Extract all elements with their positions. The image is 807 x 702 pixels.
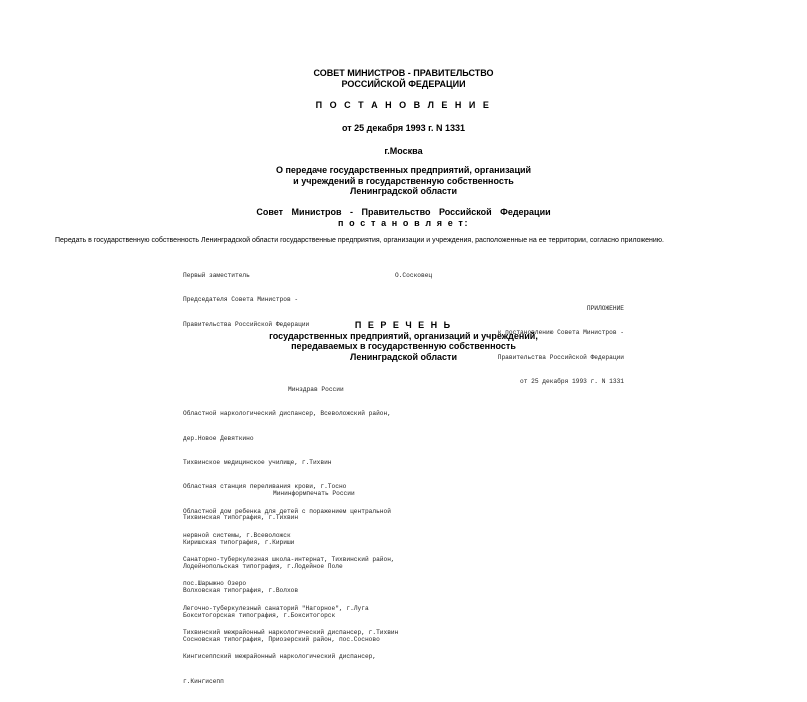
decree-body-text: Передать в государственную собственность Ленинградской области государственные предприятия, организации и учреждения, расположенные на ее территории, согласно приложению. [55,237,664,244]
list-item: Легочно-туберкулезный санаторий "Нагорное", г.Луга [183,604,369,612]
section-heading: Минздрав России [288,386,344,394]
list-item: Тихвинское медицинское училище, г.Тихвин [183,459,332,467]
list-title-line-4: Ленинградской области [350,351,457,362]
list-item: Сосновская типография, Приозерский район, пос.Сосново [183,635,380,643]
list-title [0,320,807,362]
issuer-block [0,68,807,89]
issuer-line-1: СОВЕТ МИНИСТРОВ - ПРАВИТЕЛЬСТВО [313,68,494,78]
resolution-clause [0,207,807,228]
appendix-ref-line-4: от 25 декабря 1993 г. N 1331 [520,378,624,386]
doc-date-number: от 25 декабря 1993 г. N 1331 [341,123,465,133]
appendix-ref-line-3: Правительства Российской Федерации [497,353,624,361]
appendix-ref-line-2: к постановлению Совета Министров - [497,329,624,337]
section-mininformpechat [183,474,380,660]
section-heading: Мининформпечать России [273,490,355,498]
list-title-line-2: государственных предприятий, организаций и учреждений, [269,330,538,341]
list-item: Кингисеппский межрайонный наркологический диспансер, [183,653,377,661]
doc-city: г.Москва [384,146,423,156]
list-item: дер.Новое Девяткино [183,434,254,442]
list-item: Санаторно-туберкулезная школа-интернат, Тихвинский район, [183,556,395,564]
list-item: пос.Шарыжно Озеро [183,580,247,588]
signature-line-2: Председателя Совета Министров - [183,296,299,304]
resolution-line-2: п о с т а н о в л я е т: [337,217,470,228]
list-item: Лодейнопольская типография, г.Лодейное Поле [183,563,343,571]
doc-type: П О С Т А Н О В Л Е Н И Е [315,100,492,110]
doc-title [0,165,807,197]
list-item: Тихвинский межрайонный наркологический диспансер, г.Тихвин [183,629,399,636]
list-item: Областной дом ребенка для детей с поражением центральной [183,507,391,515]
doc-title-line-1: О передаче государственных предприятий, организаций [275,165,532,175]
list-item: Областная станция переливания крови, г.Тосно [183,483,347,491]
signature-line-1: Первый заместитель [183,272,250,280]
list-item: Волховская типография, г.Волхов [183,587,299,595]
list-item: г.Кингисепп [183,677,224,685]
list-item: Тихвинская типография, г.Тихвин [183,514,299,522]
list-item: Киришская типография, г.Кириши [183,538,295,546]
list-item: нервной системы, г.Всеволожск [183,531,291,539]
resolution-line-1: Совет Министров - Правительство Российской Федерации [256,207,551,217]
list-title-line-3: передаваемых в государственную собственность [291,341,516,351]
appendix-ref-line-1: ПРИЛОЖЕНИЕ [586,305,624,313]
doc-title-line-3: Ленинградской области [350,186,457,196]
issuer-line-2: РОССИЙСКОЙ ФЕДЕРАЦИИ [341,78,466,89]
signatory-name: О.Сосковец [395,272,433,280]
signature-line-3: Правительства Российской Федерации [183,320,310,328]
list-item: Бокситогорская типография, г.Бокситогорск [183,611,336,619]
list-title-line-1: П Е Р Е Ч Е Н Ь [354,320,453,330]
doc-title-line-2: и учреждений в государственную собственность [293,175,514,186]
list-item: Областной наркологический диспансер, Всеволожский район, [183,410,391,418]
